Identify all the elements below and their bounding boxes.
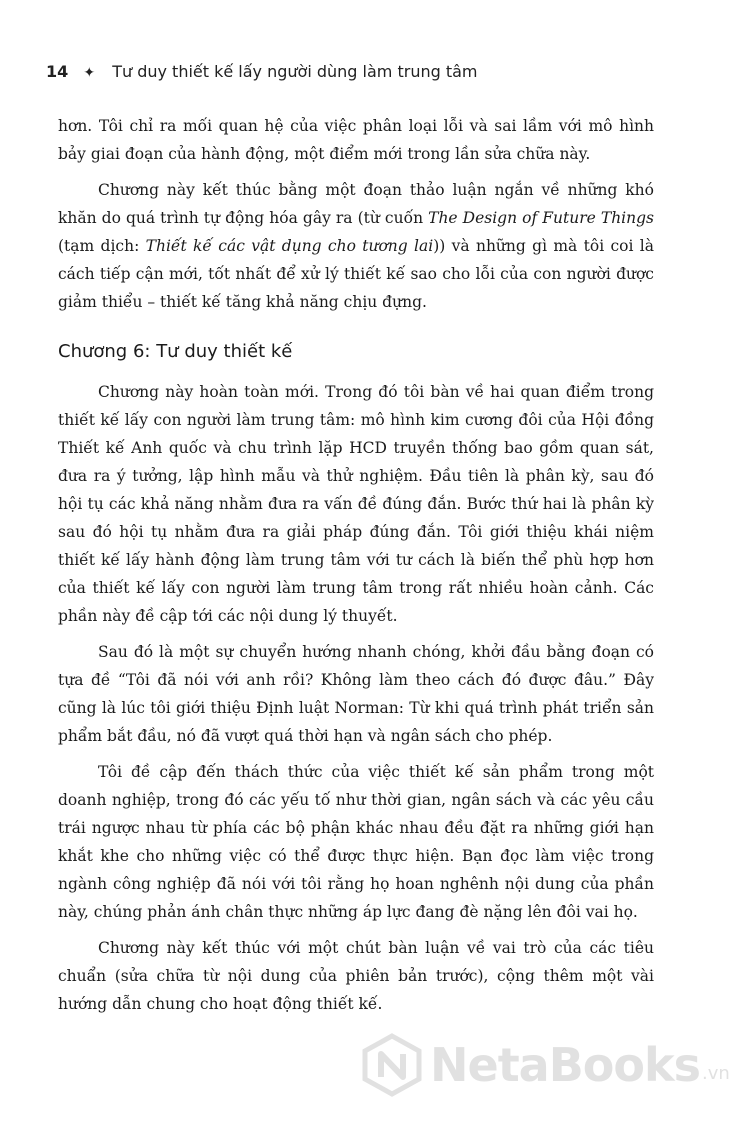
four-point-star-icon: ✦ (83, 65, 96, 81)
paragraph-standards: Chương này kết thúc với một chút bàn luận về vai trò của các tiêu chuẩn (sửa chữa từ nội dung của phiên bản trước), cộng thêm một vài hướng dẫn chung cho hoạt động thiết kế. (58, 939, 654, 1013)
book-title-english: The Design of Future Things (428, 209, 654, 227)
running-header (46, 62, 666, 81)
watermark (360, 1020, 730, 1110)
watermark-suffix: .vn (701, 1063, 730, 1084)
page-number: 14 (46, 62, 69, 81)
paragraph-chapter6-intro: Chương này hoàn toàn mới. Trong đó tôi bàn về hai quan điểm trong thiết kế lấy con người làm trung tâm: mô hình kim cương đôi của Hội đồng Thiết kế Anh quốc và chu trình lặp HCD truyền thống bao gồm quan sát, đưa ra ý tưởng, lập hình mẫu và thử nghiệm. Đầu tiên là phân kỳ, sau đó hội tụ các khả năng nhằm đưa ra vấn đề đúng đắn. Bước thứ hai là phân kỳ sau đó hội tụ nhằm đưa ra giải pháp đúng đắn. Tôi giới thiệu khái niệm thiết kế lấy hành động làm trung tâm với tư cách là biến thể phù hợp hơn của thiết kế lấy con người làm trung tâm trong rất nhiều hoàn cảnh. Các phần này đề cập tới các nội dung lý thuyết. (58, 383, 654, 625)
paragraph-automation (58, 176, 654, 316)
paragraph-continuation: hơn. Tôi chỉ ra mối quan hệ của việc phân loại lỗi và sai lầm với mô hình bảy giai đoạn của hành động, một điểm mới trong lần sửa chữa này. (58, 117, 654, 163)
netabooks-logo-icon (360, 1033, 424, 1097)
section-heading: Chương 6: Tư duy thiết kế (58, 341, 293, 362)
book-title-vietnamese: Thiết kế các vật dụng cho tương lai (145, 237, 434, 255)
paragraph-text: )) và những gì mà tôi coi là cách tiếp cận mới, tốt nhất để xử lý thiết kế sao cho lỗi của con người được giảm thiểu – thiết kế tăng khả năng chịu đựng. (58, 237, 654, 311)
page-body (58, 112, 654, 1026)
running-title: Tư duy thiết kế lấy người dùng làm trung tâm (112, 62, 478, 81)
paragraph-text: Chương này kết thúc bằng một đoạn thảo luận ngắn về những khó khăn do quá trình tự động hóa gây ra (từ cuốn (58, 181, 654, 227)
paragraph-text: (tạm dịch: (58, 237, 146, 255)
watermark-brand: NetaBooks (430, 1038, 700, 1092)
paragraph-business-challenges: Tôi đề cập đến thách thức của việc thiết kế sản phẩm trong một doanh nghiệp, trong đó các yếu tố như thời gian, ngân sách và các yêu cầu trái ngược nhau từ phía các bộ phận khác nhau đều đặt ra những giới hạn khắt khe cho những việc có thể được thực hiện. Bạn đọc làm việc trong ngành công nghiệp đã nói với tôi rằng họ hoan nghênh nội dung của phần này, chúng phản ánh chân thực những áp lực đang đè nặng lên đôi vai họ. (58, 763, 654, 921)
paragraph-norman-law: Sau đó là một sự chuyển hướng nhanh chóng, khởi đầu bằng đoạn có tựa đề “Tôi đã nói với anh rồi? Không làm theo cách đó được đâu.” Đây cũng là lúc tôi giới thiệu Định luật Norman: Từ khi quá trình phát triển sản phẩm bắt đầu, nó đã vượt quá thời hạn và ngân sách cho phép. (58, 643, 654, 745)
